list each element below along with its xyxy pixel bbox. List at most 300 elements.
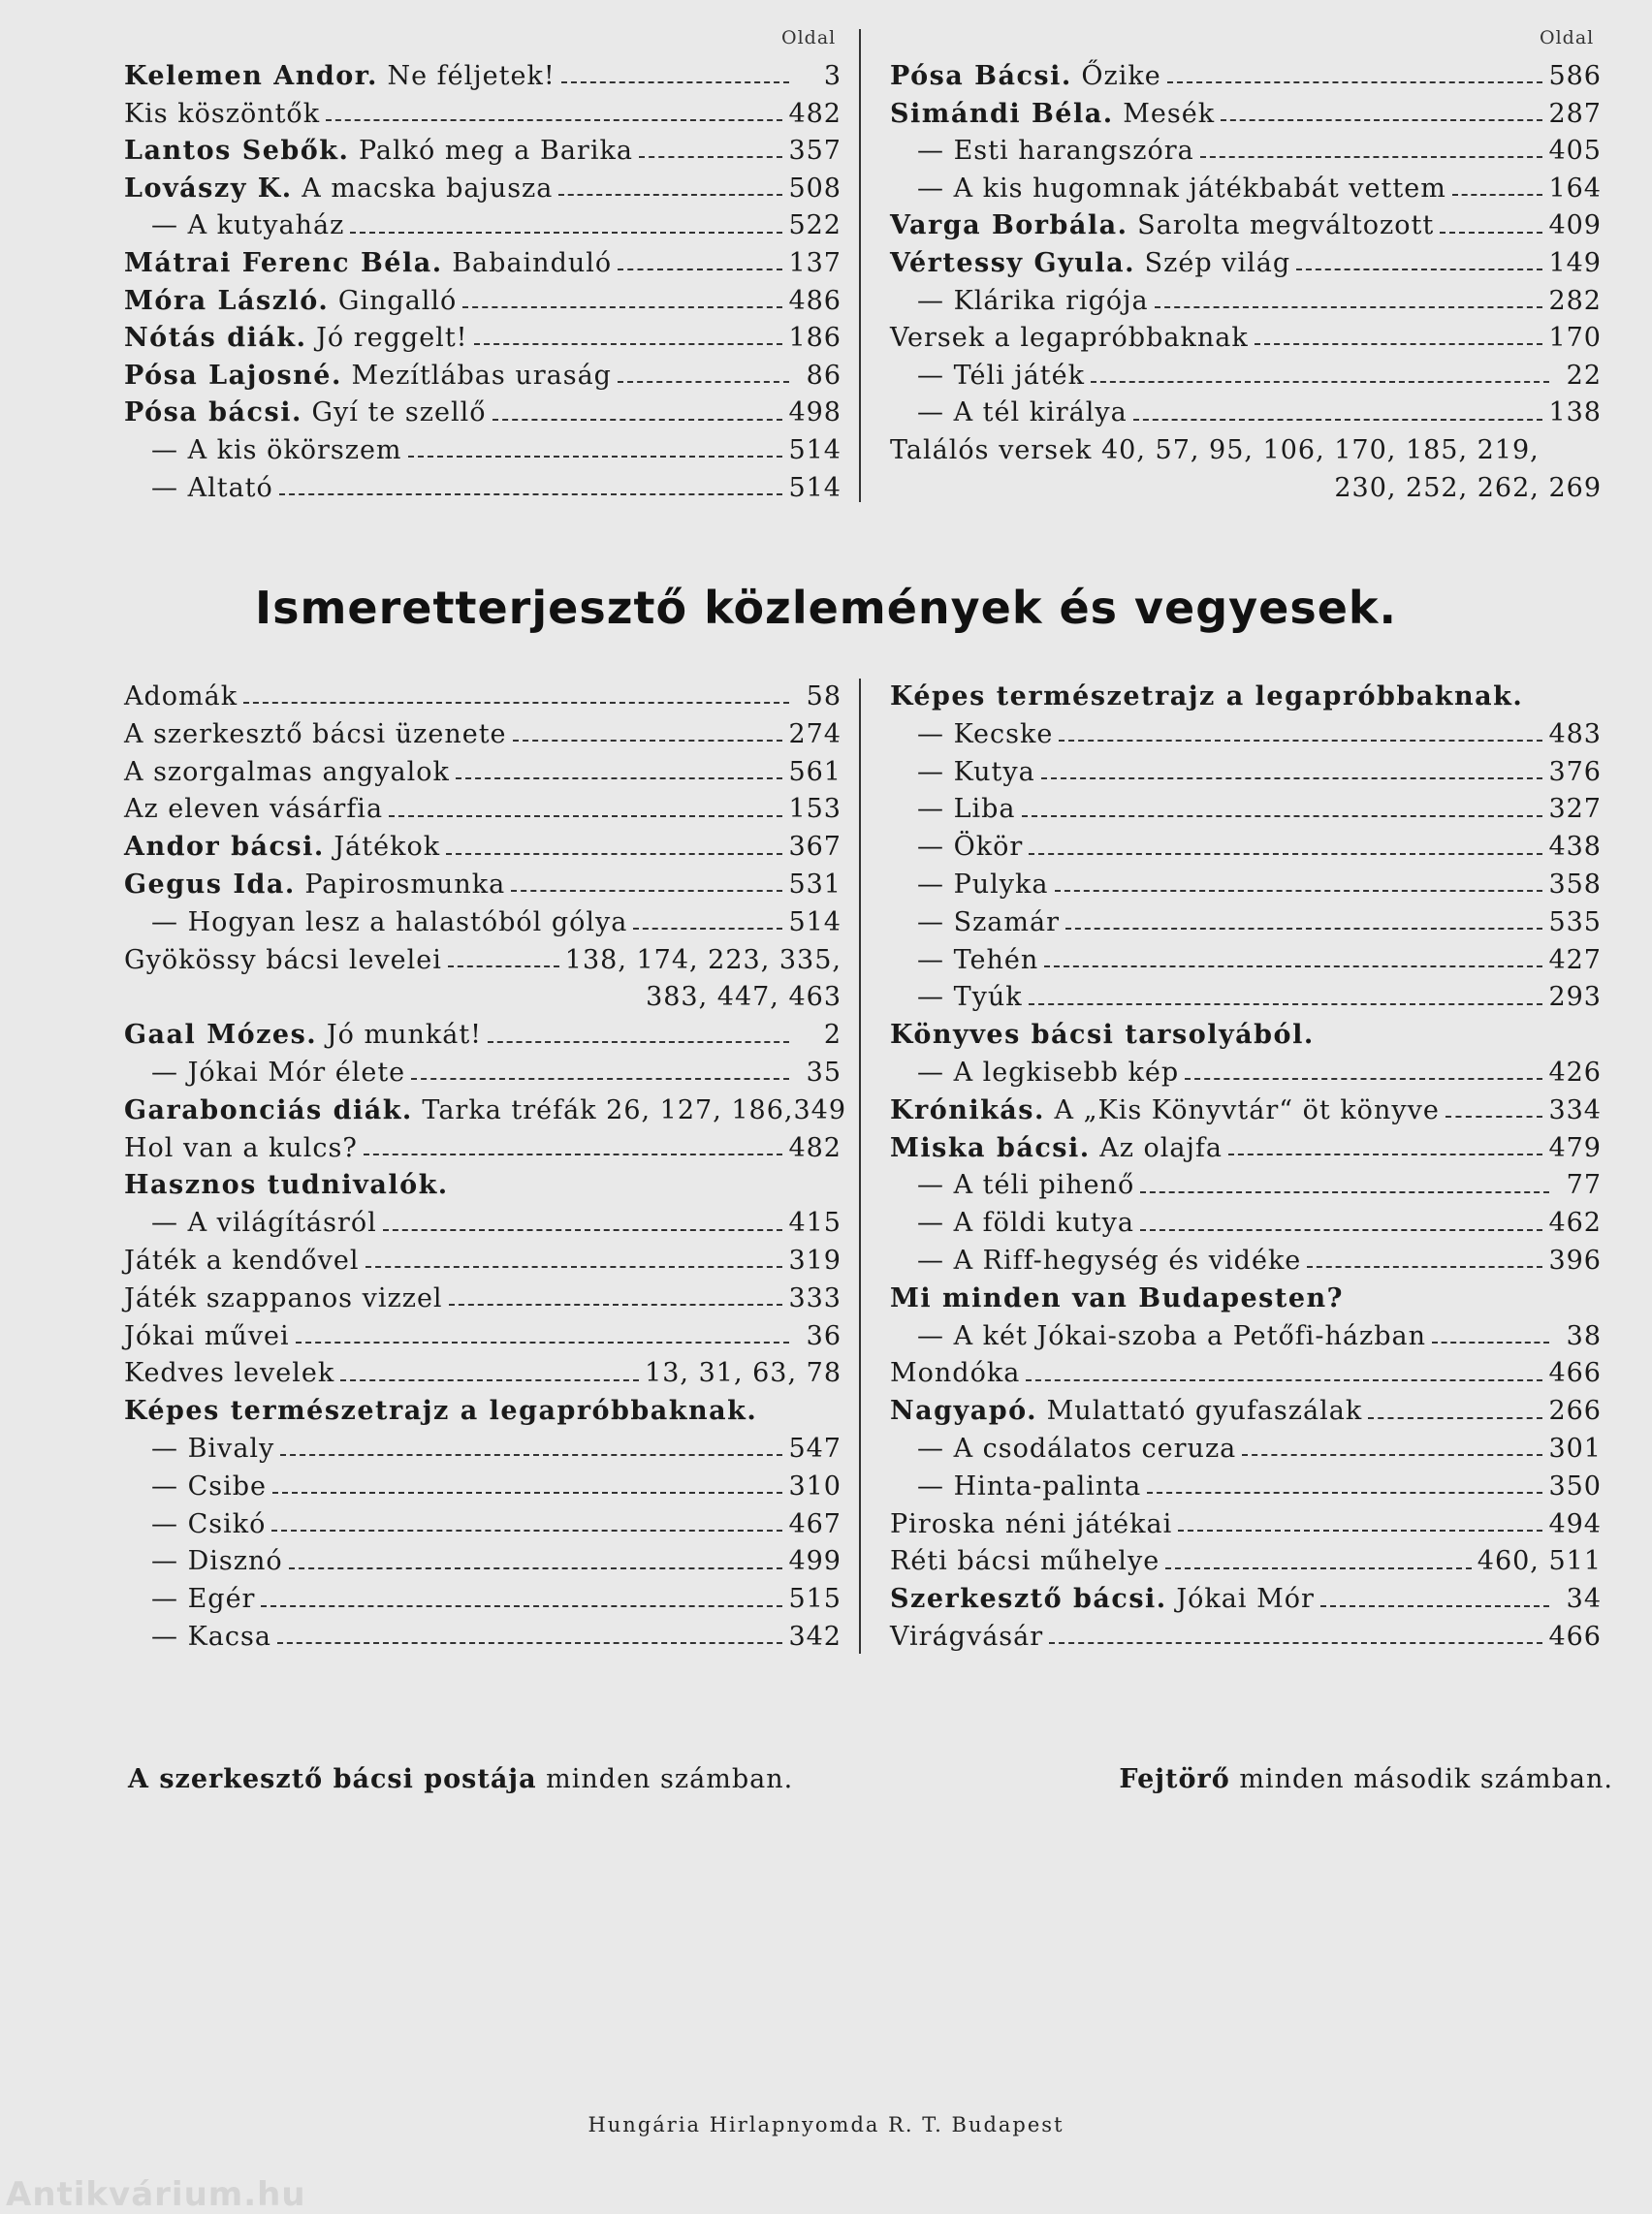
entry-page: 301 — [1548, 1433, 1602, 1464]
dot-leader — [1320, 1605, 1549, 1607]
dot-leader — [511, 890, 782, 892]
index-entry — [124, 904, 842, 942]
entry-title: — A Riff-hegység és vidéke — [917, 1245, 1302, 1276]
entry-page: 349 — [793, 1094, 847, 1125]
entry-text — [124, 1619, 271, 1657]
entry-page: 482 — [788, 1132, 842, 1163]
entry-text — [124, 716, 507, 754]
entry-title: Sarolta megváltozott — [1137, 210, 1435, 241]
dot-leader — [1133, 419, 1543, 421]
entry-author: Andor bácsi. — [124, 832, 325, 863]
entry-text — [890, 754, 1035, 792]
entry-title: — Hogyan lesz a halastóból gólya — [151, 906, 628, 937]
entry-title: — Altató — [151, 472, 273, 503]
dot-leader — [456, 777, 783, 779]
entry-page: 483 — [1548, 718, 1602, 749]
index-entry — [890, 716, 1602, 754]
dot-leader — [383, 1229, 783, 1231]
index-entry — [890, 1543, 1602, 1581]
entry-page: 498 — [788, 397, 842, 428]
entry-text — [890, 1543, 1160, 1581]
entry-title: — A világításról — [151, 1208, 377, 1239]
dot-leader — [411, 1078, 789, 1080]
entry-text — [124, 245, 612, 283]
entry-text — [890, 679, 1523, 716]
dot-leader — [1368, 1417, 1542, 1419]
entry-text — [890, 1393, 1362, 1431]
entry-text — [890, 207, 1434, 245]
footnote-puzzle-bold: Fejtörő — [1119, 1764, 1230, 1794]
entry-title: — A kutyaház — [151, 210, 345, 241]
entry-page: 409 — [1548, 210, 1602, 241]
entry-text — [890, 1431, 1236, 1469]
index-entry — [124, 754, 842, 792]
entry-title: Az eleven vásárfia — [124, 794, 384, 825]
printer-imprint: Hungária Hirlapnyomda R. T. Budapest — [588, 2113, 1064, 2136]
index-entry — [890, 1130, 1602, 1168]
entry-text — [124, 942, 442, 980]
dot-leader — [1178, 1530, 1542, 1532]
entry-title: — Pulyka — [917, 869, 1049, 900]
entry-page: 282 — [1548, 285, 1602, 316]
entry-title: — Kutya — [917, 756, 1035, 787]
entry-text — [124, 1130, 358, 1168]
entry-title: — Szamár — [917, 906, 1061, 937]
entry-text — [890, 1017, 1315, 1055]
entry-title: — Jókai Mór élete — [151, 1057, 406, 1088]
entry-page: 137 — [788, 247, 842, 278]
entry-title: Kis köszöntők — [124, 98, 321, 129]
entry-author: Képes természetrajz a legapróbbaknak. — [124, 1396, 758, 1427]
dot-leader — [326, 119, 782, 121]
index-entry — [890, 829, 1602, 867]
entry-text — [124, 1355, 334, 1393]
entry-page: 38 — [1566, 1320, 1602, 1351]
entry-text — [890, 1469, 1141, 1506]
dot-leader — [280, 1454, 782, 1456]
entry-title: Játék a kendővel — [124, 1245, 360, 1276]
entry-author: Mátrai Ferenc Béla. — [124, 247, 443, 278]
entry-text — [890, 716, 1053, 754]
entry-author: Pósa Bácsi. — [890, 61, 1072, 91]
entry-text — [124, 470, 273, 508]
entry-text — [124, 432, 402, 470]
index-entry — [890, 432, 1602, 470]
entry-text — [890, 829, 1023, 867]
entry-text — [124, 1318, 290, 1356]
dot-leader — [448, 965, 559, 967]
index-entry — [890, 679, 1602, 716]
index-entry — [890, 245, 1602, 283]
column-divider-bottom — [859, 679, 861, 1654]
entry-author: Móra László. — [124, 285, 330, 316]
index-entry — [890, 1318, 1602, 1356]
index-entry — [890, 395, 1602, 432]
entry-text — [890, 1506, 1172, 1544]
index-entry — [890, 1205, 1602, 1243]
index-entry — [124, 679, 842, 716]
dot-leader — [1044, 965, 1542, 967]
entry-page: 350 — [1548, 1471, 1602, 1502]
entry-text — [890, 942, 1038, 980]
footnote-postbox-rest: minden számban. — [546, 1764, 794, 1794]
entry-author: Nagyapó. — [890, 1396, 1038, 1427]
entry-title: Babainduló — [452, 247, 613, 278]
entry-page: 383, 447, 463 — [646, 982, 842, 1013]
column-header-right: Oldal — [1540, 27, 1595, 48]
entry-author: Könyves bácsi tarsolyából. — [890, 1020, 1315, 1051]
footnote-puzzle-rest: minden második számban. — [1239, 1764, 1613, 1794]
index-entry — [124, 207, 842, 245]
entry-page: 3 — [823, 61, 842, 91]
footnote-postbox — [128, 1764, 793, 1794]
entry-title: — A kis hugomnak játékbabát vettem — [917, 173, 1446, 204]
entry-title: Jókai művei — [124, 1320, 290, 1351]
index-entry — [890, 283, 1602, 321]
index-entry — [890, 1619, 1602, 1657]
index-entry — [124, 791, 842, 829]
entry-title: — Liba — [917, 794, 1016, 825]
dot-leader — [340, 1379, 639, 1381]
entry-title: A szerkesztő bácsi üzenete — [124, 718, 507, 749]
entry-title: Piroska néni játékai — [890, 1508, 1173, 1539]
watermark: Antikvárium.hu — [6, 2175, 306, 2214]
dot-leader — [1155, 306, 1543, 308]
entry-text — [890, 867, 1049, 904]
entry-text — [890, 96, 1215, 134]
dot-leader — [462, 306, 782, 308]
entry-page: 86 — [806, 360, 842, 391]
entry-page: 494 — [1548, 1508, 1602, 1539]
entry-title: — Disznó — [151, 1546, 283, 1577]
entry-title: Jókai Mór — [1176, 1584, 1315, 1615]
entry-page: 230, 252, 262, 269 — [1334, 472, 1602, 503]
entry-page: 186 — [788, 323, 842, 354]
entry-text — [890, 1281, 1344, 1318]
index-entry — [890, 1167, 1602, 1205]
entry-text — [890, 395, 1128, 432]
entry-title: — Hinta-palinta — [917, 1471, 1142, 1502]
entry-page: 415 — [788, 1208, 842, 1239]
dot-leader — [277, 1642, 783, 1644]
entry-title: — Egér — [151, 1584, 256, 1615]
dot-leader — [449, 1304, 783, 1306]
entry-author: Miska bácsi. — [890, 1132, 1091, 1163]
entry-title: Játék szappanos vizzel — [124, 1282, 443, 1313]
entry-page: 466 — [1548, 1358, 1602, 1389]
entry-page: 467 — [788, 1508, 842, 1539]
index-entry — [890, 791, 1602, 829]
dot-leader — [618, 269, 782, 270]
dot-leader — [1167, 81, 1543, 83]
entry-text — [124, 904, 627, 942]
entry-page: 327 — [1548, 794, 1602, 825]
entry-page: 586 — [1548, 61, 1602, 91]
entry-page: 310 — [788, 1471, 842, 1502]
index-entry — [890, 320, 1602, 358]
entry-title: Játékok — [334, 832, 441, 863]
entry-title: Mulattató gyufaszálak — [1046, 1396, 1363, 1427]
entry-title: Őzike — [1081, 61, 1161, 91]
index-entry — [890, 904, 1602, 942]
dot-leader — [633, 928, 782, 930]
entry-page: 35 — [806, 1057, 842, 1088]
dot-leader — [1091, 381, 1549, 383]
entry-author: Mi minden van Budapesten? — [890, 1282, 1344, 1313]
entry-title: Réti bácsi műhelye — [890, 1546, 1160, 1577]
entry-page: 149 — [1548, 247, 1602, 278]
index-entry — [890, 1581, 1602, 1619]
entry-title: Gyökössy bácsi levelei — [124, 944, 442, 975]
entry-text — [124, 679, 238, 716]
dot-leader — [1307, 1266, 1542, 1268]
dot-leader — [1165, 1567, 1472, 1569]
entry-text — [890, 283, 1149, 321]
entry-text — [890, 904, 1060, 942]
index-entry — [124, 867, 842, 904]
index-entry — [890, 133, 1602, 171]
dot-leader — [408, 456, 783, 458]
index-entry — [890, 1017, 1602, 1055]
dot-leader — [1026, 1379, 1542, 1381]
entry-page: 293 — [1548, 982, 1602, 1013]
index-entry — [124, 1543, 842, 1581]
entry-page: 531 — [788, 869, 842, 900]
entry-title: — A tél királya — [917, 397, 1128, 428]
entry-text — [890, 1055, 1179, 1092]
entry-page: 367 — [788, 832, 842, 863]
section-title: Ismeretterjesztő közlemények és vegyesek. — [255, 582, 1397, 634]
dot-leader — [1022, 815, 1543, 817]
entry-author: Simándi Béla. — [890, 98, 1114, 129]
footnote-postbox-bold: A szerkesztő bácsi postája — [128, 1764, 537, 1794]
entry-page: 319 — [788, 1245, 842, 1276]
entry-text — [890, 358, 1085, 395]
entry-text — [124, 320, 468, 358]
entry-text — [124, 829, 440, 867]
dot-leader — [1065, 928, 1542, 930]
index-entry — [124, 470, 842, 508]
entry-text — [124, 1281, 443, 1318]
dot-leader — [1140, 1229, 1542, 1231]
entry-page: 170 — [1548, 323, 1602, 354]
entry-page: 77 — [1566, 1170, 1602, 1201]
entry-title: — A csodálatos ceruza — [917, 1433, 1237, 1464]
entry-page: 514 — [788, 906, 842, 937]
entry-title: — A két Jókai-szoba a Petőfi-házban — [917, 1320, 1426, 1351]
entry-page: 396 — [1548, 1245, 1602, 1276]
entry-page: 357 — [788, 136, 842, 167]
entry-title: Jó reggelt! — [316, 323, 468, 354]
entry-text — [890, 1205, 1134, 1243]
dot-leader — [1242, 1454, 1542, 1456]
entry-author: Kelemen Andor. — [124, 61, 378, 91]
index-entry — [124, 1619, 842, 1657]
entry-text — [890, 432, 1540, 470]
entry-page: 547 — [788, 1433, 842, 1464]
entry-text — [124, 1506, 266, 1544]
dot-leader — [1059, 740, 1542, 742]
entry-text — [124, 1055, 405, 1092]
entry-page: 153 — [788, 794, 842, 825]
dot-leader — [1140, 1191, 1549, 1193]
bottom-right-index — [890, 679, 1602, 1657]
index-entry — [124, 1092, 847, 1130]
entry-title: — Téli játék — [917, 360, 1085, 391]
dot-leader — [1041, 777, 1543, 779]
entry-author: Lantos Sebők. — [124, 136, 350, 167]
entry-text — [890, 320, 1249, 358]
entry-title: — Csibe — [151, 1471, 267, 1502]
entry-author: Gegus Ida. — [124, 869, 296, 900]
entry-page: 499 — [788, 1546, 842, 1577]
entry-text — [890, 1355, 1020, 1393]
index-entry — [890, 1393, 1602, 1431]
entry-text — [890, 1130, 1223, 1168]
entry-title: Jó munkát! — [326, 1020, 483, 1051]
entry-author: Garabonciás diák. — [124, 1094, 413, 1125]
entry-text — [124, 754, 450, 792]
entry-text — [890, 791, 1016, 829]
entry-title: — Bivaly — [151, 1433, 275, 1464]
entry-text — [124, 96, 320, 134]
entry-title: Virágvásár — [890, 1621, 1044, 1652]
entry-page: 486 — [788, 285, 842, 316]
dot-leader — [1147, 1492, 1542, 1494]
index-entry — [124, 1055, 842, 1092]
index-entry — [124, 320, 842, 358]
entry-text — [124, 1581, 255, 1619]
entry-title: Palkó meg a Barika — [358, 136, 633, 167]
index-entry — [890, 1281, 1602, 1318]
entry-title: Mondóka — [890, 1358, 1021, 1389]
entry-title: — Klárika rigója — [917, 285, 1149, 316]
footnote-puzzle — [1119, 1764, 1613, 1794]
entry-page: 515 — [788, 1584, 842, 1615]
index-entry — [124, 942, 842, 980]
entry-page: 138 — [1548, 397, 1602, 428]
entry-author: Krónikás. — [890, 1094, 1045, 1125]
index-entry — [890, 470, 1602, 508]
dot-leader — [272, 1492, 782, 1494]
dot-leader — [261, 1605, 782, 1607]
entry-text — [124, 1469, 267, 1506]
index-entry — [124, 358, 842, 395]
entry-text — [890, 58, 1161, 96]
entry-page: 358 — [1548, 869, 1602, 900]
index-entry — [124, 1017, 842, 1055]
entry-title: — A kis ökörszem — [151, 434, 402, 465]
entry-page: 405 — [1548, 136, 1602, 167]
entry-title: — Csikó — [151, 1508, 267, 1539]
dot-leader — [446, 853, 782, 855]
dot-leader — [1055, 890, 1543, 892]
entry-title: — Tyúk — [917, 982, 1023, 1013]
entry-page: 522 — [788, 210, 842, 241]
entry-title: — Kacsa — [151, 1621, 271, 1652]
entry-title: — Tehén — [917, 944, 1039, 975]
dot-leader — [243, 702, 789, 704]
index-entry — [890, 1506, 1602, 1544]
entry-page: 438 — [1548, 832, 1602, 863]
entry-page: 164 — [1548, 173, 1602, 204]
index-entry — [124, 171, 842, 208]
index-entry — [890, 1469, 1602, 1506]
entry-text — [890, 1581, 1315, 1619]
index-entry — [890, 1243, 1602, 1281]
top-left-index — [124, 58, 842, 507]
index-entry — [890, 358, 1602, 395]
entry-title: Gingalló — [337, 285, 458, 316]
entry-text — [124, 58, 556, 96]
entry-title: — Ökör — [917, 832, 1024, 863]
dot-leader — [561, 81, 789, 83]
index-entry — [124, 1130, 842, 1168]
entry-page: 274 — [788, 718, 842, 749]
entry-page: 2 — [823, 1020, 842, 1051]
entry-text — [124, 791, 383, 829]
dot-leader — [364, 1154, 783, 1155]
index-entry — [890, 754, 1602, 792]
dot-leader — [1296, 269, 1542, 270]
entry-page: 479 — [1548, 1132, 1602, 1163]
dot-leader — [488, 1041, 789, 1043]
entry-title: — A földi kutya — [917, 1208, 1134, 1239]
entry-title: Találós versek 40, 57, 95, 106, 170, 185, 219, — [890, 434, 1540, 465]
dot-leader — [1432, 1342, 1549, 1344]
entry-text — [890, 1243, 1301, 1281]
entry-text — [124, 171, 553, 208]
entry-author: Vértessy Gyula. — [890, 247, 1136, 278]
entry-text — [124, 1243, 360, 1281]
dot-leader — [289, 1567, 783, 1569]
index-entry — [890, 1055, 1602, 1092]
dot-leader — [296, 1342, 789, 1344]
entry-author: Pósa bácsi. — [124, 397, 302, 428]
entry-page: 376 — [1548, 756, 1602, 787]
dot-leader — [1221, 119, 1542, 121]
entry-text — [124, 1017, 482, 1055]
entry-text — [124, 207, 344, 245]
index-entry — [124, 432, 842, 470]
entry-page: 138, 174, 223, 335, — [564, 944, 842, 975]
index-entry — [124, 1581, 842, 1619]
entry-title: — Esti harangszóra — [917, 136, 1194, 167]
entry-text — [124, 1205, 377, 1243]
entry-title: Az olajfa — [1099, 1132, 1223, 1163]
entry-page: 58 — [806, 681, 842, 712]
index-entry — [124, 1355, 842, 1393]
column-divider-top — [859, 29, 861, 502]
entry-text — [890, 979, 1023, 1017]
column-header-left: Oldal — [781, 27, 837, 48]
entry-page: 462 — [1548, 1208, 1602, 1239]
entry-text — [124, 283, 457, 321]
index-entry — [124, 1393, 842, 1431]
entry-page: 514 — [788, 472, 842, 503]
entry-author: Nótás diák. — [124, 323, 307, 354]
index-entry — [890, 942, 1602, 980]
index-entry — [124, 395, 842, 432]
dot-leader — [279, 493, 783, 495]
dot-leader — [1029, 853, 1542, 855]
entry-text — [890, 245, 1290, 283]
index-entry — [124, 829, 842, 867]
entry-text — [890, 1092, 1440, 1130]
entry-page: 508 — [788, 173, 842, 204]
index-entry — [124, 1243, 842, 1281]
entry-author: Képes természetrajz a legapróbbaknak. — [890, 681, 1524, 712]
